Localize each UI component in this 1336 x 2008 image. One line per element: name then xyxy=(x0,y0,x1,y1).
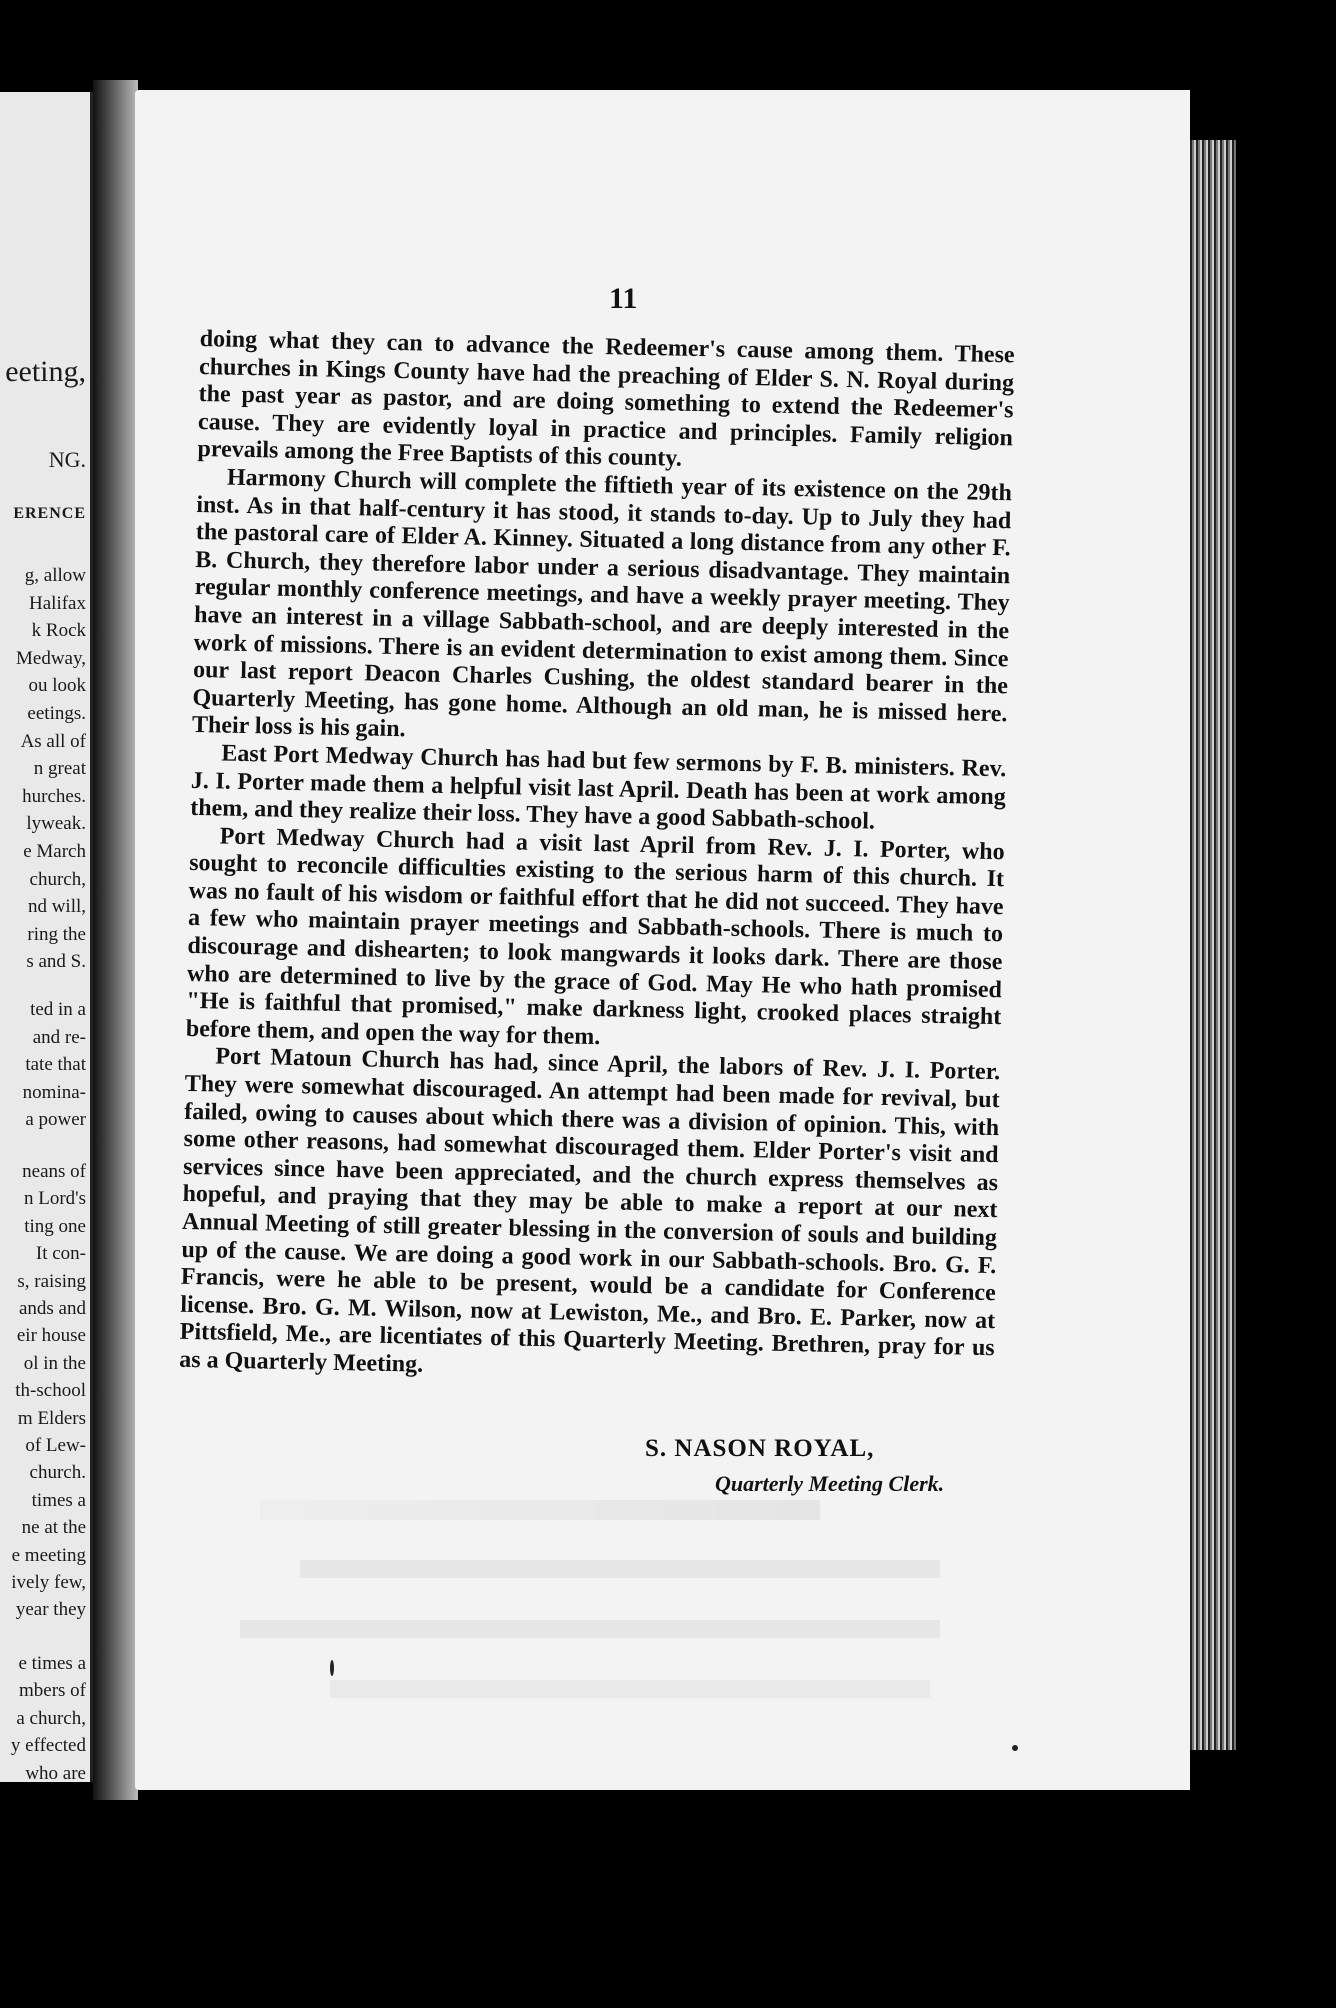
previous-page-line: church. xyxy=(29,1462,86,1484)
ink-speck xyxy=(1012,1745,1018,1751)
previous-page-line: ting one xyxy=(24,1215,86,1237)
previous-page-line: It con- xyxy=(35,1243,86,1265)
previous-page-line: nomina- xyxy=(22,1081,86,1103)
previous-page-line: church, xyxy=(29,868,86,890)
previous-page-line: tate that xyxy=(25,1054,86,1076)
previous-page-line: a church, xyxy=(16,1707,86,1729)
previous-page-line: ands and xyxy=(18,1298,86,1319)
previous-page-line: ol in the xyxy=(23,1352,86,1374)
previous-page-line: eeting, xyxy=(5,355,86,388)
previous-page-line: eir house xyxy=(16,1325,86,1347)
page-body-text xyxy=(179,326,1015,1391)
previous-page-line: k Rock xyxy=(31,620,86,642)
previous-page-line: ou look xyxy=(28,675,86,697)
previous-page-fragment xyxy=(0,92,93,1782)
paragraph-port-matoun: Port Matoun Church has had, since April, the labors of Rev. J. I. Porter. They were somewhat discouraged. An attempt had been made for revival, but failed, owing to causes about which there was a division of opinion. This, with some other reasons, had somewhat discouraged them. Elder Porter's visit and services since have been appreciated, and the church express themselves as hopeful, and praying that they may be able to make a report at our next Annual Meeting of still greater blessing in the conversion of souls and building up of the cause. We are doing a good work in our Sabbath-schools. Bro. G. F. Francis, were he able to be present, would be a candidate for Conference license. Bro. G. M. Wilson, now at Lewiston, Me., and Bro. E. Parker, now at Pittsfield, Me., are licentiates of this Quarterly Meeting. Brethren, pray for us as a Quarterly Meeting. xyxy=(178,1043,1001,1378)
previous-page-line: s, raising xyxy=(17,1270,86,1292)
previous-page-line: ively few, xyxy=(11,1572,86,1593)
book-gutter xyxy=(93,80,138,1800)
show-through-smudge xyxy=(300,1560,940,1578)
previous-page-line: As all of xyxy=(20,730,86,752)
previous-page-line: NG. xyxy=(48,447,86,472)
previous-page-line: th-school xyxy=(15,1380,86,1402)
previous-page-line: m Elders xyxy=(17,1407,86,1429)
previous-page-line: who are xyxy=(25,1762,86,1782)
show-through-smudge xyxy=(260,1500,820,1520)
previous-page-line: lyweak. xyxy=(26,813,86,835)
previous-page-line: y effected xyxy=(10,1735,86,1757)
paragraph-kings-county: doing what they can to advance the Redeemer's cause among them. These churches in Kings County have had the preaching of Elder S. N. Royal during the past year as pastor, and are doing something to extend the Redeemer's cause. They are evidently loyal in practice and principles. Family religion prevails among the Free Baptists of this county. xyxy=(197,326,1015,473)
previous-page-line: e meeting xyxy=(11,1544,86,1566)
ink-speck xyxy=(330,1660,334,1676)
previous-page-line: s and S. xyxy=(26,951,86,973)
previous-page-line: Halifax xyxy=(29,592,86,614)
previous-page-line: of Lew- xyxy=(25,1435,86,1456)
show-through-smudge xyxy=(240,1620,940,1638)
paragraph-harmony-church: Harmony Church will complete the fiftieth year of its existence on the 29th inst. As in that half-century it has stood, it stands to-day. Up to July they had the pastoral care of Elder A. Kinney. Situated a long distance from any other F. B. Church, they therefore labor under a serious disadvantage. They maintain regular monthly conference meetings, and have a weekly prayer meeting. They have an interest in a village Sabbath-school, and are deeply interested in the work of missions. There is an evident determination to exist among them. Since our last report Deacon Charles Cushing, the oldest standard bearer in the Quarterly Meeting, has gone home. Although an old man, he is missed here. Their loss is his gain. xyxy=(191,464,1013,743)
page-number: 11 xyxy=(609,282,638,315)
previous-page-line: a power xyxy=(25,1109,86,1131)
signature-title: Quarterly Meeting Clerk. xyxy=(715,1471,945,1496)
previous-page-line: n Lord's xyxy=(23,1188,86,1210)
paragraph-east-port-medway: East Port Medway Church has had but few sermons by F. B. ministers. Rev. J. I. Porter made them a helpful visit last April. Death has been at work among them, and they realize their loss. They have a good Sabbath-school. xyxy=(190,740,1007,835)
previous-page-line: year they xyxy=(15,1599,86,1621)
previous-page-line: nd will, xyxy=(27,896,86,918)
previous-page-line: ted in a xyxy=(30,999,86,1020)
previous-page-line: ne at the xyxy=(21,1517,86,1539)
previous-page-line: e March xyxy=(23,841,86,862)
previous-page-line: e times a xyxy=(18,1652,86,1674)
previous-page-line: hurches. xyxy=(22,785,86,807)
previous-page-line: mbers of xyxy=(18,1680,86,1702)
page-edges xyxy=(1190,140,1236,1750)
paragraph-port-medway: Port Medway Church had a visit last April from Rev. J. I. Porter, who sought to reconcile difficulties existing to the serious harm of this church. It was no fault of his wisdom or faithful effort that he did not succeed. They have a few who maintain prayer meetings and Sabbath-schools. There is much to discourage and dishearten; to look mangwards it looks dark. There are those who are determined to live by the grace of God. May He who hath promised "He is faithful that promised," make darkness light, crooked places straight before them, and open the way for them. xyxy=(185,823,1005,1051)
previous-page-line: times a xyxy=(31,1489,86,1511)
previous-page-line: n great xyxy=(33,758,86,780)
previous-page-line: eetings. xyxy=(27,703,86,724)
previous-page-line: ERENCE xyxy=(13,505,86,522)
previous-page-line: ring the xyxy=(27,923,86,945)
previous-page-line: Medway, xyxy=(16,647,86,669)
previous-page-line: neans of xyxy=(22,1161,86,1182)
previous-page-line: g, allow xyxy=(24,565,86,586)
previous-page-line: and re- xyxy=(32,1026,86,1048)
signature-name: S. NASON ROYAL, xyxy=(645,1435,875,1462)
show-through-smudge xyxy=(330,1680,930,1698)
